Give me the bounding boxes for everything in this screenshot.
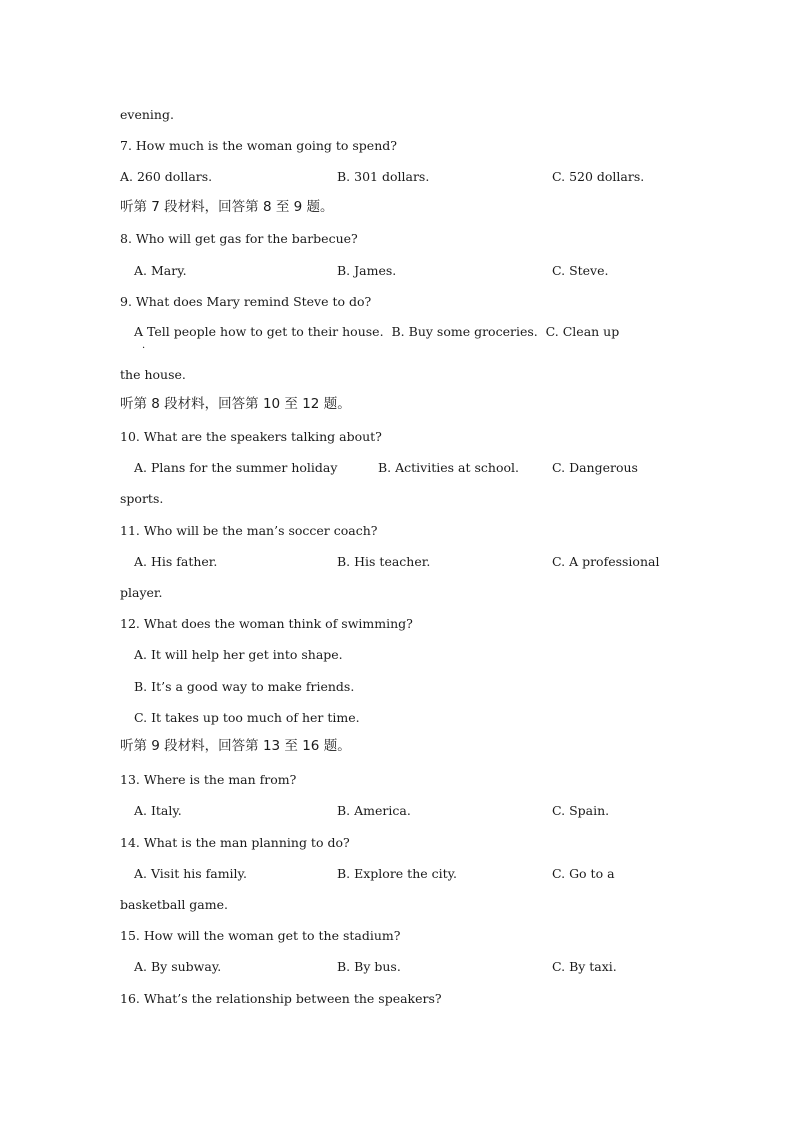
- option-c: C. Steve.: [552, 263, 609, 278]
- option-c: C. It takes up too much of her time.: [134, 710, 360, 725]
- option-b: B. By bus.: [337, 959, 401, 974]
- option-c: C. Dangerous: [552, 460, 638, 475]
- option-c: C. By taxi.: [552, 959, 617, 974]
- text-line: evening.: [120, 107, 174, 122]
- option-c: C. 520 dollars.: [552, 169, 645, 184]
- question-8: 8. Who will get gas for the barbecue?: [120, 231, 358, 246]
- option-b: B. His teacher.: [337, 554, 431, 569]
- text-line: sports.: [120, 491, 164, 506]
- option-b: B. 301 dollars.: [337, 169, 430, 184]
- question-14: 14. What is the man planning to do?: [120, 835, 350, 850]
- question-15: 15. How will the woman get to the stadium?: [120, 928, 401, 943]
- option-b: B. Activities at school.: [378, 460, 519, 475]
- option-a: A. It will help her get into shape.: [134, 647, 343, 662]
- question-7: 7. How much is the woman going to spend?: [120, 138, 397, 153]
- emphasis-dot: ·: [142, 343, 146, 354]
- option-a: A. Italy.: [134, 803, 182, 818]
- section-heading: 听第 7 段材料，回答第 8 至 9 题。: [120, 199, 334, 215]
- option-a: A. 260 dollars.: [120, 169, 213, 184]
- options-line: A Tell people how to get to their house. B. Buy some groceries. C. Clean up: [134, 324, 620, 339]
- section-heading: 听第 8 段材料，回答第 10 至 12 题。: [120, 396, 351, 412]
- text-line: the house.: [120, 367, 186, 382]
- option-b: B. America.: [337, 803, 411, 818]
- option-c: C. Spain.: [552, 803, 610, 818]
- option-a: A. Visit his family.: [134, 866, 247, 881]
- question-11: 11. Who will be the man’s soccer coach?: [120, 523, 378, 538]
- option-c: C. Go to a: [552, 866, 615, 881]
- option-b: B. James.: [337, 263, 397, 278]
- section-heading: 听第 9 段材料，回答第 13 至 16 题。: [120, 738, 351, 754]
- text-line: player.: [120, 585, 163, 600]
- question-13: 13. Where is the man from?: [120, 772, 297, 787]
- option-a: A. His father.: [134, 554, 218, 569]
- option-b: B. Explore the city.: [337, 866, 458, 881]
- question-12: 12. What does the woman think of swimming?: [120, 616, 413, 631]
- option-a: A. By subway.: [134, 959, 222, 974]
- text-line: basketball game.: [120, 897, 228, 912]
- question-10: 10. What are the speakers talking about?: [120, 429, 382, 444]
- option-b: B. It’s a good way to make friends.: [134, 679, 355, 694]
- option-a: A. Plans for the summer holiday: [134, 460, 338, 475]
- option-a: A. Mary.: [134, 263, 187, 278]
- question-16: 16. What’s the relationship between the speakers?: [120, 991, 442, 1006]
- question-9: 9. What does Mary remind Steve to do?: [120, 294, 372, 309]
- option-c: C. A professional: [552, 554, 660, 569]
